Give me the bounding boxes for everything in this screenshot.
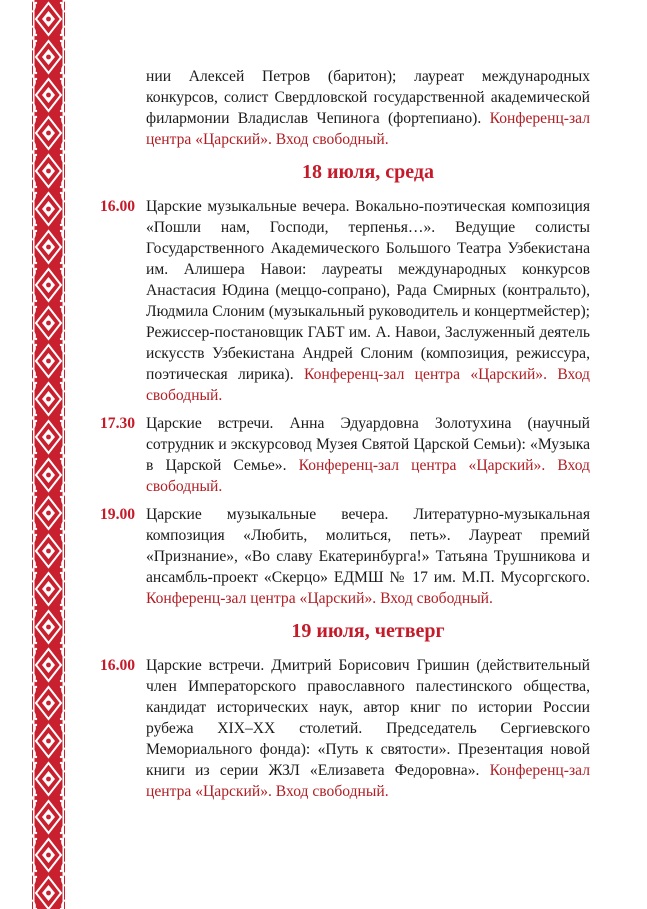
- continued-event: [100, 66, 590, 150]
- event-description: Царские музыкальные вечера. Вокально-поэтическая композиция «Пошли нам, Господи, терпенья…». Ведущие солисты Государственного Академического Большого Театра Узбекистана им. Алишера Навои: лауреаты международных конкурсов Анастасия Юдина (меццо-сопрано), Рада Смирных (контральто), Людмила Слоним (музыкальный руководитель и концертмейстер); Режиссер-постановщик ГАБТ им. А. Навои, Заслуженный деятель искусств Узбекистана Андрей Слоним (композиция, режиссура, поэтическая лирика).: [146, 198, 590, 383]
- event-description: Царские музыкальные вечера. Литературно-музыкальная композиция «Любить, молиться, петь». Лауреат премий «Признание», «Во славу Екатеринбурга!» Татьяна Трушникова и ансамбль-проект «Скерцо» ЕДМШ № 17 им. М.П. Мусоргского.: [146, 506, 590, 586]
- event-time: 16.00: [100, 198, 136, 215]
- day-heading: 19 июля, четверг: [291, 620, 445, 642]
- event-description: Царские встречи. Дмитрий Борисович Гришин (действительный член Императорского православного палестинского общества, кандидат исторических наук, автор книг по истории России рубежа XIX–XX столетий. Председатель Сергиевского Мемориального фонда): «Путь к святости». Презентация новой книги из серии ЖЗЛ «Елизавета Федоровна».: [146, 657, 590, 779]
- event-item: [100, 196, 590, 406]
- event-venue: Конференц-зал центра «Царский». Вход свободный.: [146, 457, 590, 495]
- event-venue: Конференц-зал центра «Царский». Вход свободный.: [146, 366, 590, 404]
- event-time: 17.30: [100, 415, 136, 432]
- schedule-content: [100, 66, 590, 809]
- event-venue: Конференц-зал центра «Царский». Вход свободный.: [146, 110, 590, 148]
- event-description: нии Алексей Петров (баритон); лауреат международных конкурсов, солист Свердловской государственной академической филармонии Владислав Чепинога (фортепиано).: [146, 68, 590, 127]
- event-item: [100, 413, 590, 497]
- event-venue: Конференц-зал центра «Царский». Вход свободный.: [146, 590, 493, 607]
- event-item: [100, 655, 590, 802]
- event-time: 19.00: [100, 506, 136, 523]
- event-item: [100, 504, 590, 609]
- decorative-ornament-border: [32, 0, 65, 909]
- event-time: 16.00: [100, 657, 136, 674]
- event-description: Царские встречи. Анна Эдуардовна Золотухина (научный сотрудник и экскурсовод Музея Святой Царской Семьи): «Музыка в Царской Семье».: [146, 415, 590, 474]
- event-venue: Конференц-зал центра «Царский». Вход свободный.: [146, 762, 590, 800]
- day-heading: 18 июля, среда: [301, 161, 435, 183]
